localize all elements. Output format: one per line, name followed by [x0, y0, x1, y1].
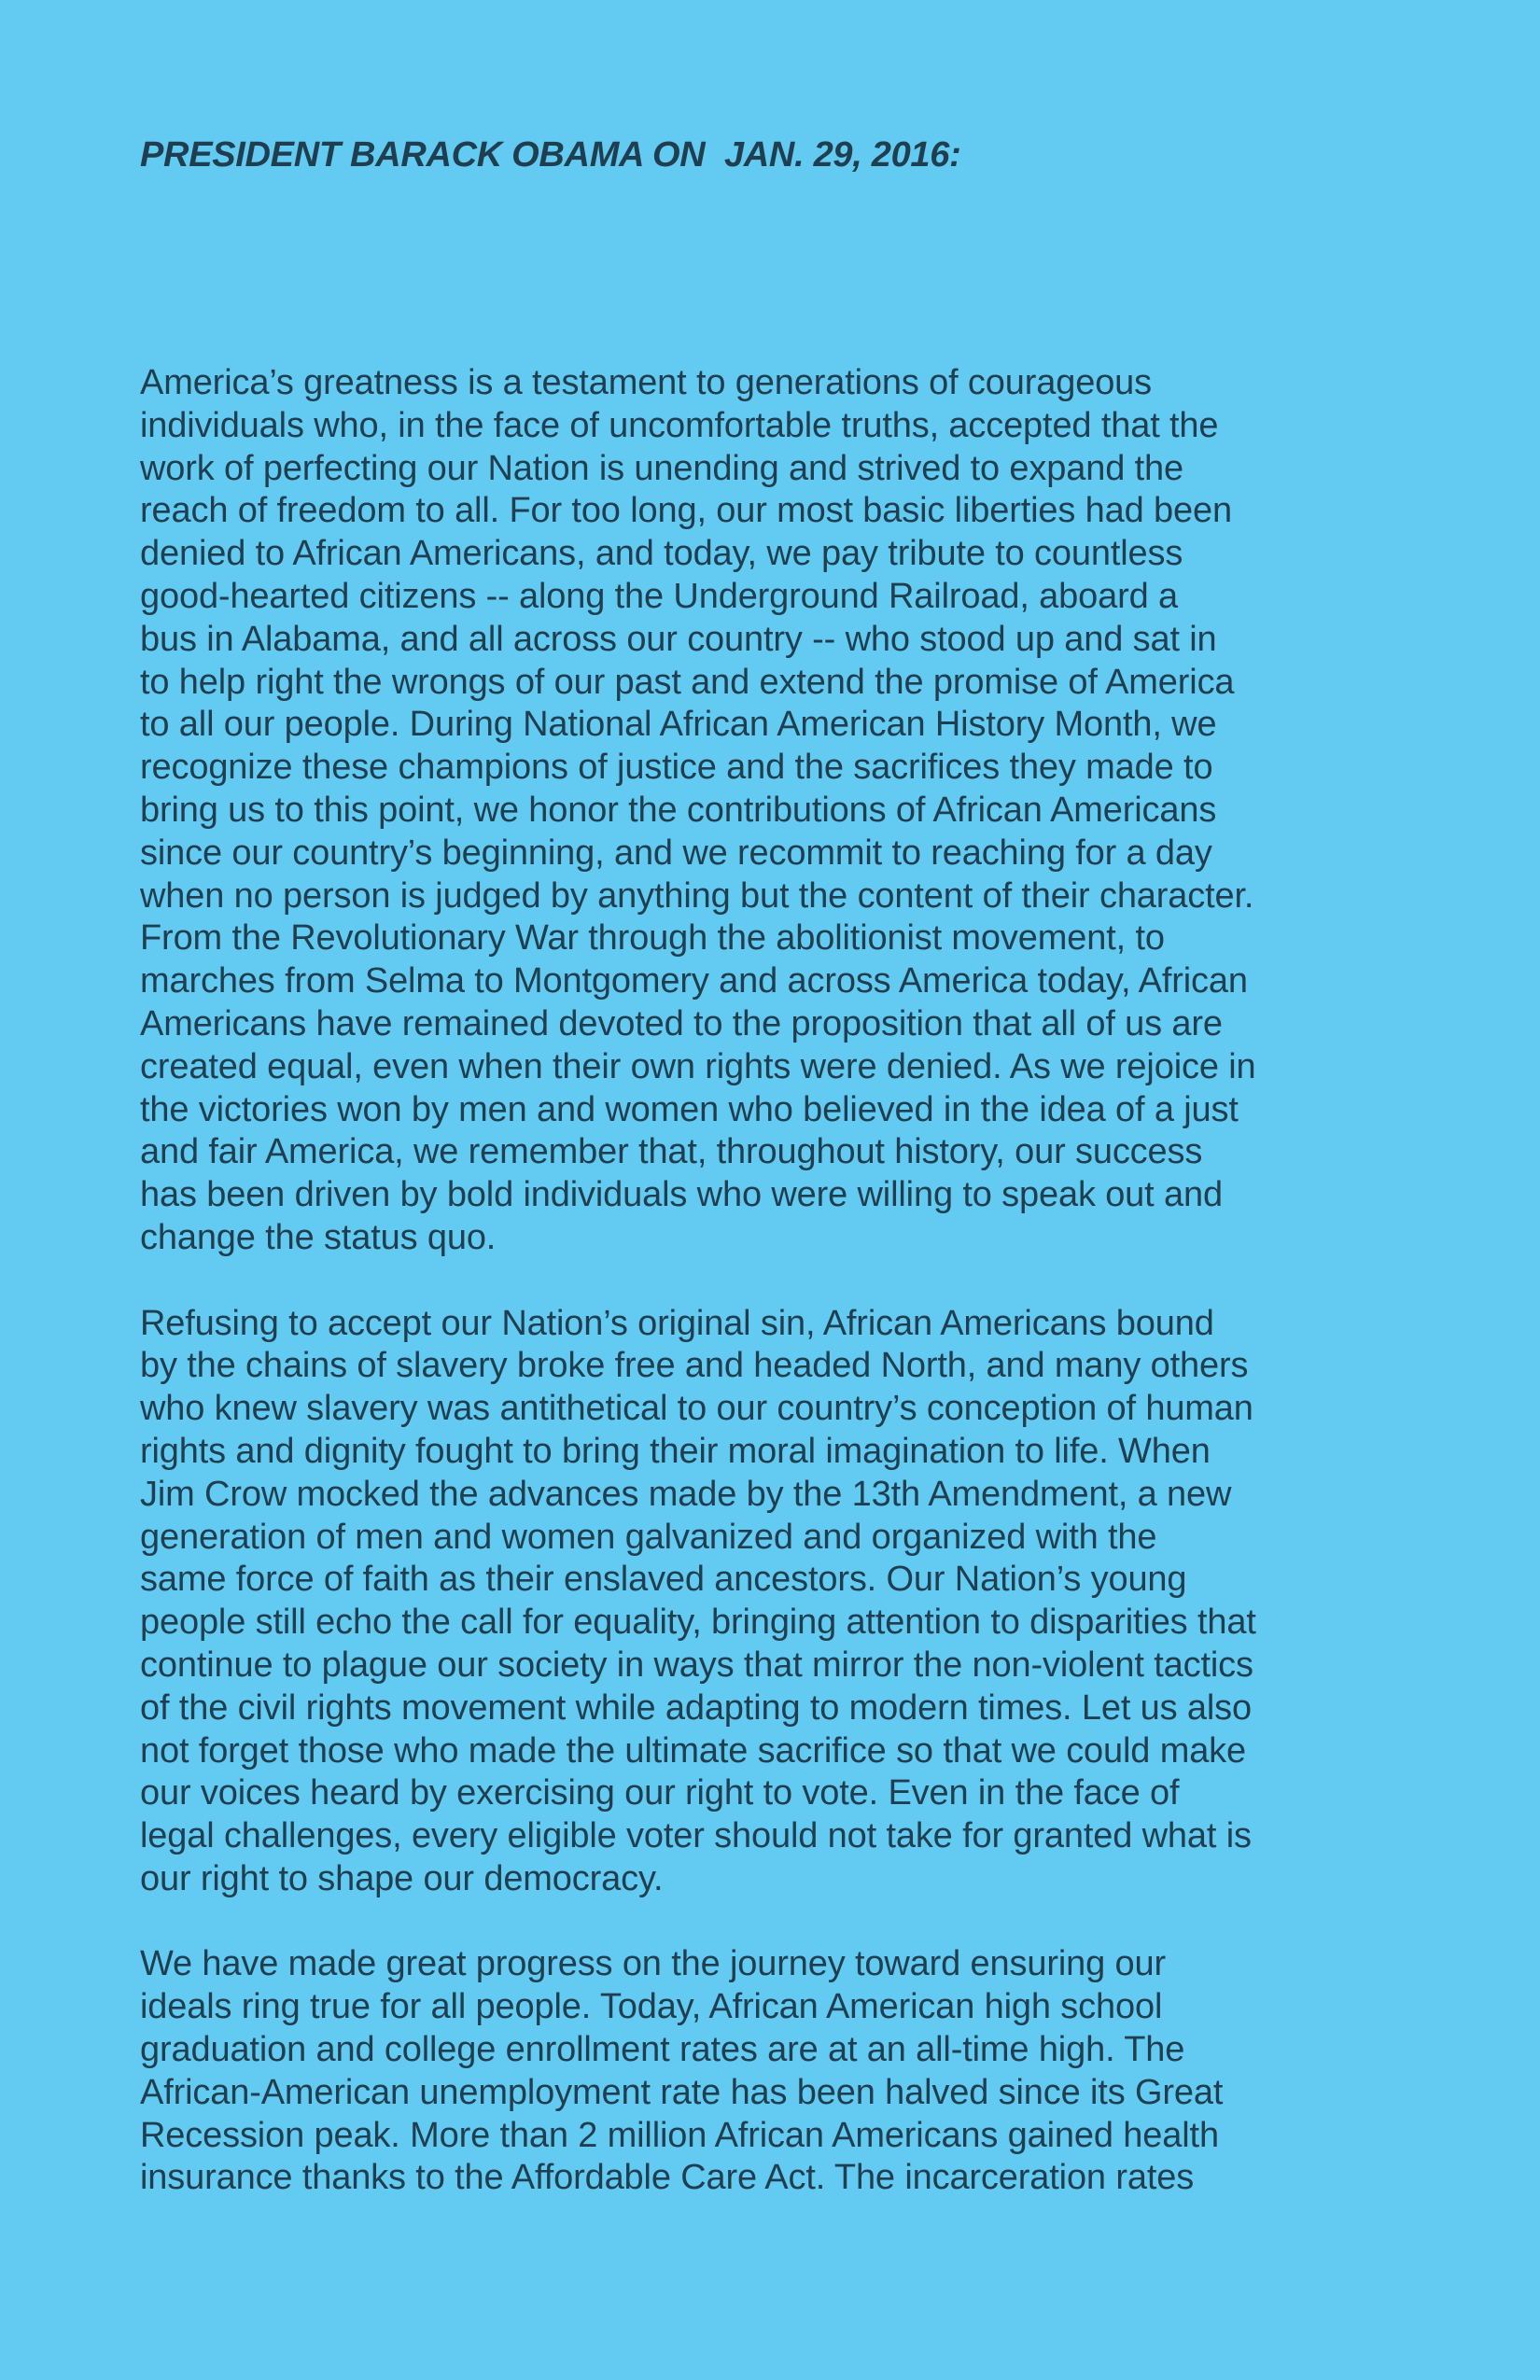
- text-line: Americans have remained devoted to the proposition that all of us are: [140, 1003, 1223, 1043]
- text-line: bus in Alabama, and all across our country -- who stood up and sat in: [140, 619, 1217, 659]
- text-line: African-American unemployment rate has been halved since its Great: [140, 2072, 1224, 2112]
- text-line: good-hearted citizens -- along the Underground Railroad, aboard a: [140, 576, 1178, 616]
- text-line: change the status quo.: [140, 1217, 497, 1257]
- text-line: when no person is judged by anything but the content of their character.: [140, 875, 1254, 916]
- text-line: graduation and college enrollment rates are at an all-time high. The: [140, 2030, 1185, 2070]
- text-line: continue to plague our society in ways that mirror the non-violent tactics: [140, 1645, 1253, 1685]
- text-line: We have made great progress on the journey toward ensuring our: [140, 1944, 1166, 1984]
- text-line: our right to shape our democracy.: [140, 1858, 664, 1898]
- text-line: not forget those who made the ultimate sacrifice so that we could make: [140, 1730, 1247, 1771]
- paragraph-3: [140, 1943, 1381, 2200]
- paragraph-2: [140, 1303, 1381, 1901]
- text-line: created equal, even when their own rights were denied. As we rejoice in: [140, 1046, 1256, 1086]
- text-line: ideals ring true for all people. Today, African American high school: [140, 1987, 1163, 2027]
- text-line: Recession peak. More than 2 million African Americans gained health: [140, 2115, 1219, 2155]
- text-line: our voices heard by exercising our right to vote. Even in the face of: [140, 1773, 1180, 1813]
- text-line: people still echo the call for equality, bringing attention to disparities that: [140, 1603, 1256, 1643]
- text-line: America’s greatness is a testament to generations of courageous: [140, 363, 1153, 402]
- text-line: insurance thanks to the Affordable Care Act. The incarceration rates: [140, 2158, 1195, 2198]
- text-line: bring us to this point, we honor the contributions of African Americans: [140, 790, 1217, 830]
- text-line: reach of freedom to all. For too long, our most basic liberties had been: [140, 491, 1232, 531]
- text-line: recognize these champions of justice and the sacrifices they made to: [140, 748, 1213, 788]
- text-line: has been driven by bold individuals who were willing to speak out and: [140, 1175, 1223, 1215]
- text-line: From the Revolutionary War through the abolitionist movement, to: [140, 918, 1165, 959]
- text-line: Jim Crow mocked the advances made by the 13th Amendment, a new: [140, 1474, 1232, 1514]
- text-line: rights and dignity fought to bring their moral imagination to life. When: [140, 1431, 1211, 1471]
- text-line: by the chains of slavery broke free and headed North, and many others: [140, 1346, 1249, 1386]
- text-line: generation of men and women galvanized and organized with the: [140, 1517, 1157, 1557]
- text-line: and fair America, we remember that, throughout history, our success: [140, 1132, 1203, 1172]
- text-line: marches from Selma to Montgomery and across America today, African: [140, 961, 1248, 1001]
- text-line: legal challenges, every eligible voter should not take for granted what is: [140, 1816, 1252, 1856]
- text-line: denied to African Americans, and today, we pay tribute to countless: [140, 534, 1183, 574]
- paragraph-1: [140, 362, 1381, 1260]
- text-line: of the civil rights movement while adapting to modern times. Let us also: [140, 1687, 1253, 1728]
- document-body: [140, 362, 1381, 2243]
- text-line: work of perfecting our Nation is unending and strived to expand the: [140, 448, 1183, 488]
- document-page: [140, 129, 1381, 2198]
- text-line: since our country’s beginning, and we recommit to reaching for a day: [140, 833, 1212, 873]
- text-line: same force of faith as their enslaved ancestors. Our Nation’s young: [140, 1560, 1187, 1600]
- text-line: Refusing to accept our Nation’s original sin, African Americans bound: [140, 1303, 1214, 1343]
- text-line: the victories won by men and women who believed in the idea of a just: [140, 1089, 1239, 1129]
- text-line: individuals who, in the face of uncomfortable truths, accepted that the: [140, 405, 1219, 445]
- text-line: to help right the wrongs of our past and extend the promise of America: [140, 662, 1235, 702]
- page-heading: PRESIDENT BARACK OBAMA ON JAN. 29, 2016:: [140, 135, 961, 175]
- text-line: who knew slavery was antithetical to our country’s conception of human: [140, 1389, 1253, 1429]
- text-line: to all our people. During National African American History Month, we: [140, 705, 1217, 745]
